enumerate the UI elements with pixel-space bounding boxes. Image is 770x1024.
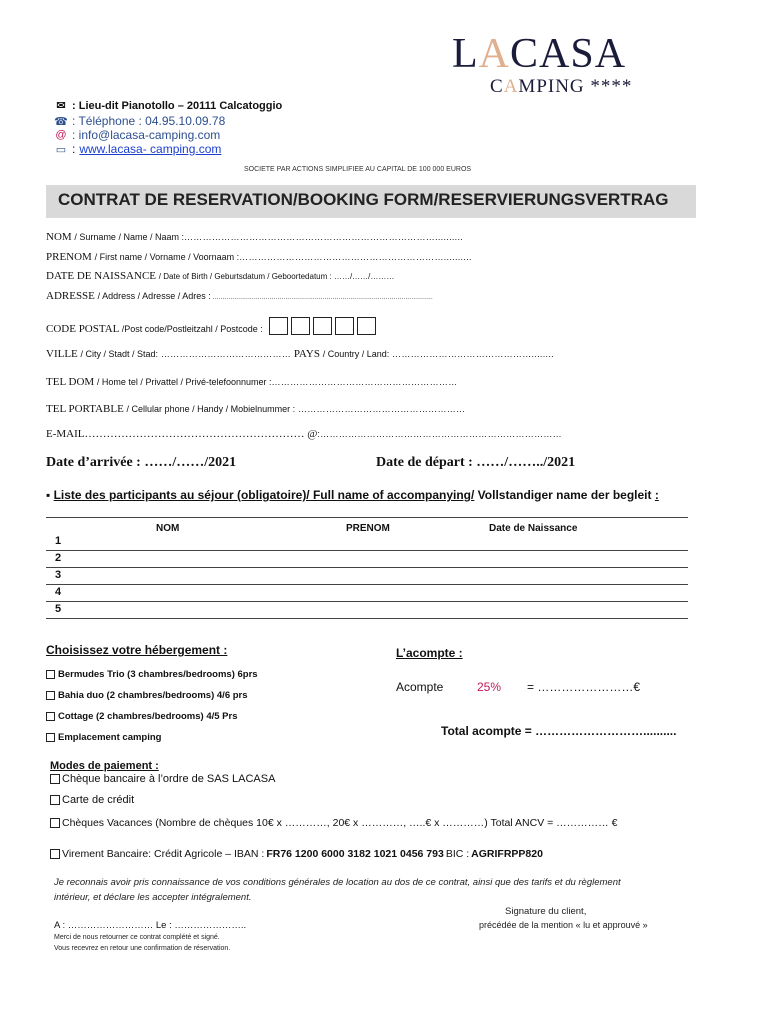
- field-telport-input[interactable]: ………………………………………………: [295, 404, 466, 414]
- logo-letter-l: L: [452, 31, 479, 77]
- field-teldom-translations: / Home tel / Privattel / Privé-telefoonnumer :: [96, 377, 272, 387]
- field-nom[interactable]: [46, 231, 463, 243]
- field-nom-translations: / Surname / Name / Naam :: [74, 232, 184, 242]
- pay-carte[interactable]: [50, 794, 134, 806]
- field-nom-label: NOM: [46, 231, 75, 243]
- email-text[interactable]: : info@lacasa-camping.com: [72, 128, 221, 142]
- participants-heading-german: Vollstandiger name der begleit: [474, 488, 652, 502]
- field-ville-pays[interactable]: [46, 348, 554, 360]
- postcode-box[interactable]: [357, 317, 376, 335]
- field-pays-label: PAYS: [291, 348, 323, 360]
- pay-cheque-label: Chèque bancaire à l’ordre de SAS LACASA: [62, 773, 276, 785]
- field-email[interactable]: [46, 428, 562, 440]
- participants-heading: [46, 488, 659, 502]
- field-telport-translations: / Cellular phone / Handy / Mobielnummer :: [126, 404, 296, 414]
- postcode-box[interactable]: [335, 317, 354, 335]
- contact-phone: [54, 114, 225, 128]
- field-teldom-input[interactable]: ……………………………………………………: [271, 377, 458, 387]
- row-number: 3: [55, 569, 62, 581]
- bic-label: BIC :: [445, 848, 470, 860]
- field-cp-label: CODE POSTAL: [46, 323, 122, 335]
- checkbox[interactable]: [50, 849, 60, 859]
- field-pays-translations: / Country / Land:: [322, 349, 390, 359]
- contact-address: [54, 99, 282, 112]
- postcode-box[interactable]: [313, 317, 332, 335]
- field-adresse-translations: / Address / Adresse / Adres :: [97, 291, 211, 301]
- table-row[interactable]: [46, 585, 688, 602]
- table-row[interactable]: [46, 551, 688, 568]
- at-icon: @: [55, 129, 67, 141]
- checkbox[interactable]: [46, 691, 55, 700]
- conditions-text-2: intérieur, et déclare les accepter intégralement.: [54, 892, 252, 903]
- website-link[interactable]: www.lacasa- camping.com: [79, 142, 222, 156]
- table-row[interactable]: [46, 534, 688, 551]
- row-number: 1: [55, 535, 62, 547]
- conditions-text-1: Je reconnais avoir pris connaissance de vos conditions générales de location au dos de ce contrat, ainsi que des tarifs et du règlement: [54, 877, 621, 888]
- phone-text: : Téléphone : 04.95.10.09.78: [72, 114, 226, 128]
- logo-sub-rest: MPING ****: [518, 76, 633, 97]
- return-note: Merci de nous retourner ce contrat complété et signé.: [54, 934, 220, 941]
- field-adresse-label: ADRESSE: [46, 290, 98, 302]
- option-bahia[interactable]: [46, 690, 248, 701]
- field-adresse[interactable]: [46, 290, 433, 302]
- checkbox[interactable]: [50, 795, 60, 805]
- address-text: : Lieu-dit Pianotollo – 20111 Calcatoggio: [72, 99, 283, 112]
- signature-label: Signature du client,: [505, 906, 587, 917]
- logo-camping: [490, 76, 632, 98]
- bic-value: AGRIFRPP820: [471, 848, 543, 860]
- field-prenom[interactable]: [46, 251, 472, 263]
- signature-mention: précédée de la mention « lu et approuvé »: [479, 920, 648, 930]
- postcode-box[interactable]: [291, 317, 310, 335]
- participants-heading-underlined: Liste des participants au séjour (obligatoire)/ Full name of accompanying/: [53, 488, 475, 502]
- field-ville-label: VILLE: [46, 348, 81, 360]
- logo-sub-a: A: [503, 76, 519, 97]
- contact-website[interactable]: [54, 142, 221, 156]
- logo-lacasa: [452, 30, 626, 78]
- checkbox[interactable]: [46, 670, 55, 679]
- societe-notice: SOCIETE PAR ACTIONS SIMPLIFIEE AU CAPITAL DE 100 000 EUROS: [244, 166, 472, 173]
- row-number: 2: [55, 552, 62, 564]
- option-label: Cottage (2 chambres/bedrooms) 4/5 Prs: [58, 711, 238, 722]
- contact-email[interactable]: [54, 128, 220, 142]
- field-ville-translations: / City / Stadt / Stad:: [80, 349, 159, 359]
- bullet-icon: ▪: [46, 488, 54, 502]
- table-row[interactable]: [46, 602, 688, 619]
- acompte-percent: 25%: [477, 680, 502, 694]
- computer-icon: ▭: [55, 143, 67, 156]
- acompte-label: Acompte: [396, 680, 444, 694]
- acompte-value[interactable]: = ……………………€: [527, 680, 641, 694]
- field-cp-translations: /Post code/Postleitzahl / Postcode :: [121, 324, 263, 334]
- field-ville-input[interactable]: ……………………………………: [158, 349, 292, 359]
- envelope-icon: ✉: [56, 100, 66, 112]
- field-pays-input[interactable]: ………………………………………........: [389, 349, 554, 359]
- logo-letters-casa: CASA: [510, 31, 627, 77]
- option-label: Bahia duo (2 chambres/bedrooms) 4/6 prs: [58, 690, 248, 701]
- column-prenom: PRENOM: [346, 523, 390, 534]
- field-prenom-translations: / First name / Vorname / Voornaam :: [94, 252, 240, 262]
- telephone-icon: ☎: [54, 115, 68, 128]
- iban-value: FR76 1200 6000 3182 1021 0456 793: [266, 848, 444, 860]
- field-teldom-label: TEL DOM: [46, 376, 97, 388]
- row-number: 5: [55, 603, 62, 615]
- date-depart[interactable]: Date de départ : ……/……../2021: [376, 455, 576, 470]
- field-prenom-label: PRENOM: [46, 251, 95, 263]
- participants-heading-colon: :: [654, 488, 659, 502]
- field-dob-label: DATE DE NAISSANCE: [46, 270, 159, 282]
- option-label: Bermudes Trio (3 chambres/bedrooms) 6prs: [58, 669, 258, 680]
- checkbox[interactable]: [46, 712, 55, 721]
- field-email-input[interactable]: :……………………………………………………………………: [317, 429, 562, 439]
- acompte-title: L’acompte :: [396, 646, 463, 660]
- date-arrivee[interactable]: Date d’arrivée : ……/……/2021: [46, 455, 237, 470]
- field-tel-portable[interactable]: [46, 403, 465, 415]
- web-prefix: :: [72, 142, 76, 156]
- pay-vacances-label: Chèques Vacances (Nombre de chèques 10€ x …………, 20€ x …………, …..€ x …………) Total ANCV = …………… €: [62, 817, 618, 829]
- place-date-field[interactable]: A : ……………………… Le : …………………..: [54, 920, 247, 931]
- pay-cheque[interactable]: [50, 773, 275, 785]
- pay-virement-label: Virement Bancaire: Crédit Agricole – IBAN :: [62, 848, 265, 860]
- column-nom: NOM: [156, 523, 180, 534]
- confirmation-note: Vous recevrez en retour une confirmation de réservation.: [54, 945, 231, 952]
- field-nom-input[interactable]: ………………………………………………………………………..........: [183, 232, 464, 242]
- option-cottage[interactable]: [46, 711, 238, 722]
- field-dob-input[interactable]: / Date of Birth / Geburtsdatum / Geboortedatum : ……/……/………: [158, 272, 395, 281]
- logo-sub-c: C: [490, 76, 504, 97]
- field-prenom-input[interactable]: …………………………………………………………..........: [239, 252, 472, 262]
- field-date-naissance[interactable]: [46, 270, 394, 282]
- postcode-boxes[interactable]: [269, 317, 376, 335]
- option-label: Emplacement camping: [58, 732, 162, 743]
- field-tel-dom[interactable]: [46, 376, 458, 388]
- field-telport-label: TEL PORTABLE: [46, 403, 127, 415]
- logo-letter-a: A: [478, 31, 510, 77]
- pay-virement[interactable]: [50, 848, 543, 860]
- paiement-title: Modes de paiement :: [50, 760, 159, 772]
- field-adresse-input[interactable]: ................................................................................................................: [210, 295, 433, 301]
- option-emplacement[interactable]: [46, 732, 161, 743]
- checkbox[interactable]: [50, 774, 60, 784]
- total-acompte[interactable]: Total acompte = ………………………..........: [441, 724, 677, 738]
- form-title: CONTRAT DE RESERVATION/BOOKING FORM/RESERVIERUNGSVERTRAG: [58, 190, 669, 209]
- pay-cheques-vacances[interactable]: [50, 817, 617, 829]
- column-date-naissance: Date de Naissance: [489, 523, 578, 534]
- hebergement-title: Choisissez votre hébergement :: [46, 643, 228, 657]
- field-email-label: E-MAIL…………………………………………………… @: [46, 428, 318, 440]
- table-row[interactable]: [46, 568, 688, 585]
- checkbox[interactable]: [50, 818, 60, 828]
- option-bermudes[interactable]: [46, 669, 258, 680]
- row-number: 4: [55, 586, 62, 598]
- postcode-box[interactable]: [269, 317, 288, 335]
- pay-carte-label: Carte de crédit: [62, 794, 135, 806]
- checkbox[interactable]: [46, 733, 55, 742]
- field-code-postal[interactable]: [46, 317, 376, 335]
